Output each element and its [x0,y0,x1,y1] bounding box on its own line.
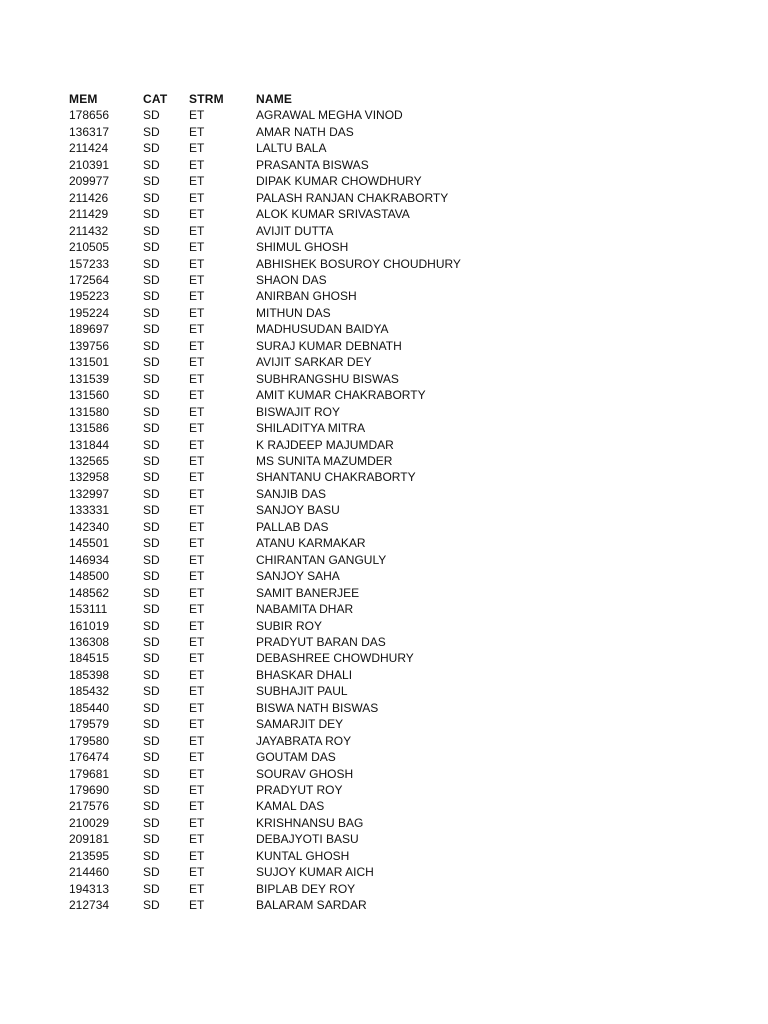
cell-cat: SD [143,470,160,485]
cell-mem: 145501 [69,536,110,551]
table-row [69,782,556,798]
cell-cat: SD [143,569,160,584]
cell-name: SHILADITYA MITRA [256,421,366,436]
cell-mem: 213595 [69,848,110,863]
table-row [69,716,556,732]
table-row [69,469,556,485]
cell-cat: SD [143,141,160,156]
table-row [69,650,556,666]
header-row [69,91,556,107]
table-row [69,502,556,518]
cell-mem: 133331 [69,503,110,518]
cell-mem: 148500 [69,569,110,584]
cell-strm: ET [189,207,205,222]
cell-cat: SD [143,124,160,139]
cell-strm: ET [189,305,205,320]
cell-cat: SD [143,700,160,715]
cell-strm: ET [189,898,205,913]
table-row [69,157,556,173]
cell-name: DEBASHREE CHOWDHURY [256,651,414,666]
table-header [69,91,556,107]
table-row [69,535,556,551]
cell-strm: ET [189,124,205,139]
header-name: NAME [256,92,293,106]
cell-strm: ET [189,421,205,436]
cell-strm: ET [189,815,205,830]
cell-cat: SD [143,815,160,830]
cell-mem: 131501 [69,355,110,370]
cell-cat: SD [143,684,160,699]
table-row [69,848,556,864]
cell-mem: 179580 [69,733,110,748]
cell-cat: SD [143,552,160,567]
cell-cat: SD [143,453,160,468]
table-row [69,223,556,239]
cell-cat: SD [143,766,160,781]
cell-name: ALOK KUMAR SRIVASTAVA [256,207,410,222]
cell-mem: 211429 [69,207,109,222]
cell-name: SUBIR ROY [256,618,323,633]
cell-strm: ET [189,766,205,781]
cell-strm: ET [189,240,205,255]
cell-mem: 148562 [69,585,110,600]
cell-strm: ET [189,338,205,353]
cell-mem: 212734 [69,898,110,913]
cell-mem: 157233 [69,256,110,271]
cell-cat: SD [143,388,160,403]
cell-strm: ET [189,174,205,189]
header-cat: CAT [143,92,168,106]
cell-name: KAMAL DAS [256,799,325,814]
cell-cat: SD [143,223,160,238]
cell-mem: 131580 [69,404,110,419]
table-row [69,404,556,420]
table-row [69,733,556,749]
cell-name: SOURAV GHOSH [256,766,354,781]
cell-cat: SD [143,486,160,501]
cell-mem: 185398 [69,667,110,682]
cell-cat: SD [143,322,160,337]
table-row [69,601,556,617]
cell-name: BISWAJIT ROY [256,404,341,419]
cell-name: KRISHNANSU BAG [256,815,364,830]
cell-strm: ET [189,486,205,501]
cell-name: SHAON DAS [256,272,327,287]
cell-cat: SD [143,437,160,452]
cell-strm: ET [189,618,205,633]
table-row [69,239,556,255]
cell-cat: SD [143,536,160,551]
table-body [69,107,556,913]
cell-strm: ET [189,141,205,156]
cell-mem: 179579 [69,717,110,732]
cell-strm: ET [189,651,205,666]
table-row [69,387,556,403]
cell-mem: 146934 [69,552,110,567]
cell-name: ABHISHEK BOSUROY CHOUDHURY [256,256,461,271]
table-row [69,585,556,601]
cell-strm: ET [189,717,205,732]
cell-mem: 211426 [69,190,109,205]
cell-strm: ET [189,602,205,617]
cell-mem: 185440 [69,700,110,715]
cell-strm: ET [189,783,205,798]
cell-name: ATANU KARMAKAR [256,536,366,551]
cell-mem: 189697 [69,322,110,337]
cell-mem: 211424 [69,141,109,156]
cell-name: LALTU BALA [256,141,327,156]
table-row [69,354,556,370]
cell-cat: SD [143,602,160,617]
cell-mem: 139756 [69,338,110,353]
cell-cat: SD [143,651,160,666]
cell-strm: ET [189,684,205,699]
cell-name: MITHUN DAS [256,305,331,320]
cell-mem: 184515 [69,651,110,666]
cell-strm: ET [189,700,205,715]
cell-mem: 211432 [69,223,109,238]
cell-strm: ET [189,865,205,880]
cell-strm: ET [189,256,205,271]
cell-mem: 194313 [69,881,110,896]
table-row [69,864,556,880]
cell-strm: ET [189,519,205,534]
table-row [69,831,556,847]
table-row [69,667,556,683]
cell-mem: 142340 [69,519,110,534]
cell-mem: 136308 [69,634,110,649]
cell-strm: ET [189,355,205,370]
cell-name: CHIRANTAN GANGULY [256,552,387,567]
cell-cat: SD [143,289,160,304]
table-row [69,420,556,436]
cell-cat: SD [143,733,160,748]
cell-name: AMAR NATH DAS [256,124,354,139]
cell-cat: SD [143,585,160,600]
cell-name: MADHUSUDAN BAIDYA [256,322,389,337]
cell-strm: ET [189,190,205,205]
table-row [69,437,556,453]
table-row [69,272,556,288]
table-row [69,486,556,502]
cell-name: SANJOY SAHA [256,569,340,584]
cell-cat: SD [143,848,160,863]
cell-strm: ET [189,634,205,649]
cell-name: BALARAM SARDAR [256,898,367,913]
cell-strm: ET [189,552,205,567]
table-row [69,288,556,304]
cell-name: MS SUNITA MAZUMDER [256,453,393,468]
cell-name: AVIJIT SARKAR DEY [256,355,372,370]
cell-name: SANJIB DAS [256,486,327,501]
cell-name: K RAJDEEP MAJUMDAR [256,437,394,452]
table-row [69,124,556,140]
cell-name: DIPAK KUMAR CHOWDHURY [256,174,422,189]
cell-name: AGRAWAL MEGHA VINOD [256,108,403,123]
cell-cat: SD [143,371,160,386]
cell-cat: SD [143,783,160,798]
cell-name: SANJOY BASU [256,503,340,518]
cell-mem: 209181 [69,832,110,847]
table-row [69,798,556,814]
cell-mem: 153111 [69,602,108,617]
cell-name: JAYABRATA ROY [256,733,352,748]
header-strm: STRM [189,92,224,106]
cell-strm: ET [189,388,205,403]
cell-cat: SD [143,519,160,534]
cell-mem: 131844 [69,437,110,452]
cell-mem: 195223 [69,289,110,304]
cell-cat: SD [143,305,160,320]
cell-mem: 209977 [69,174,110,189]
cell-name: SAMARJIT DEY [256,717,344,732]
table-row [69,766,556,782]
cell-cat: SD [143,355,160,370]
cell-mem: 132958 [69,470,110,485]
table-row [69,338,556,354]
cell-strm: ET [189,108,205,123]
cell-name: GOUTAM DAS [256,750,336,765]
cell-strm: ET [189,453,205,468]
table-row [69,107,556,123]
cell-name: DEBAJYOTI BASU [256,832,359,847]
cell-strm: ET [189,733,205,748]
cell-mem: 210029 [69,815,110,830]
cell-name: PRADYUT BARAN DAS [256,634,386,649]
table-row [69,173,556,189]
cell-name: SUBHRANGSHU BISWAS [256,371,399,386]
cell-cat: SD [143,157,160,172]
cell-mem: 172564 [69,272,110,287]
cell-strm: ET [189,799,205,814]
cell-strm: ET [189,322,205,337]
cell-name: BIPLAB DEY ROY [256,881,356,896]
cell-strm: ET [189,881,205,896]
cell-cat: SD [143,108,160,123]
table-row [69,568,556,584]
cell-name: SUJOY KUMAR AICH [256,865,374,880]
cell-cat: SD [143,750,160,765]
cell-cat: SD [143,898,160,913]
header-mem: MEM [69,92,98,106]
cell-name: SHIMUL GHOSH [256,240,349,255]
table-row [69,321,556,337]
cell-name: ANIRBAN GHOSH [256,289,357,304]
member-table [69,91,556,914]
cell-name: SUBHAJIT PAUL [256,684,348,699]
cell-mem: 179690 [69,783,110,798]
cell-cat: SD [143,503,160,518]
cell-mem: 179681 [69,766,110,781]
cell-cat: SD [143,717,160,732]
cell-strm: ET [189,470,205,485]
cell-mem: 131539 [69,371,110,386]
cell-mem: 131560 [69,388,110,403]
cell-strm: ET [189,503,205,518]
cell-mem: 176474 [69,750,110,765]
cell-name: AMIT KUMAR CHAKRABORTY [256,388,426,403]
table-row [69,305,556,321]
cell-cat: SD [143,272,160,287]
cell-strm: ET [189,750,205,765]
cell-strm: ET [189,832,205,847]
cell-cat: SD [143,207,160,222]
cell-name: AVIJIT DUTTA [256,223,334,238]
cell-cat: SD [143,865,160,880]
table-row [69,190,556,206]
cell-strm: ET [189,223,205,238]
cell-cat: SD [143,881,160,896]
cell-strm: ET [189,157,205,172]
cell-cat: SD [143,618,160,633]
cell-mem: 214460 [69,865,110,880]
cell-strm: ET [189,569,205,584]
table-row [69,453,556,469]
cell-name: BHASKAR DHALI [256,667,353,682]
cell-name: SURAJ KUMAR DEBNATH [256,338,402,353]
table-row [69,140,556,156]
cell-cat: SD [143,338,160,353]
cell-cat: SD [143,190,160,205]
table-row [69,749,556,765]
cell-mem: 161019 [69,618,110,633]
cell-mem: 131586 [69,421,110,436]
cell-name: BISWA NATH BISWAS [256,700,379,715]
table-row [69,881,556,897]
cell-name: NABAMITA DHAR [256,602,354,617]
cell-mem: 132565 [69,453,110,468]
cell-cat: SD [143,421,160,436]
cell-strm: ET [189,437,205,452]
cell-name: PRASANTA BISWAS [256,157,369,172]
cell-cat: SD [143,634,160,649]
cell-name: KUNTAL GHOSH [256,848,350,863]
cell-mem: 217576 [69,799,110,814]
cell-name: PALASH RANJAN CHAKRABORTY [256,190,449,205]
cell-cat: SD [143,240,160,255]
table-row [69,519,556,535]
cell-mem: 178656 [69,108,110,123]
table-row [69,634,556,650]
cell-name: PALLAB DAS [256,519,329,534]
cell-mem: 132997 [69,486,110,501]
cell-strm: ET [189,667,205,682]
table-row [69,815,556,831]
cell-cat: SD [143,174,160,189]
cell-cat: SD [143,256,160,271]
cell-strm: ET [189,404,205,419]
cell-strm: ET [189,371,205,386]
table-row [69,897,556,913]
cell-strm: ET [189,536,205,551]
cell-strm: ET [189,585,205,600]
cell-name: SHANTANU CHAKRABORTY [256,470,416,485]
table-row [69,683,556,699]
cell-strm: ET [189,272,205,287]
cell-cat: SD [143,404,160,419]
table-row [69,371,556,387]
table-row [69,700,556,716]
cell-mem: 210391 [69,157,110,172]
table-row [69,206,556,222]
cell-name: SAMIT BANERJEE [256,585,360,600]
cell-strm: ET [189,848,205,863]
table-row [69,618,556,634]
table-row [69,552,556,568]
cell-cat: SD [143,799,160,814]
cell-strm: ET [189,289,205,304]
cell-mem: 136317 [69,124,110,139]
cell-cat: SD [143,832,160,847]
cell-mem: 185432 [69,684,110,699]
cell-mem: 210505 [69,240,110,255]
table-row [69,256,556,272]
cell-mem: 195224 [69,305,110,320]
cell-cat: SD [143,667,160,682]
cell-name: PRADYUT ROY [256,783,343,798]
